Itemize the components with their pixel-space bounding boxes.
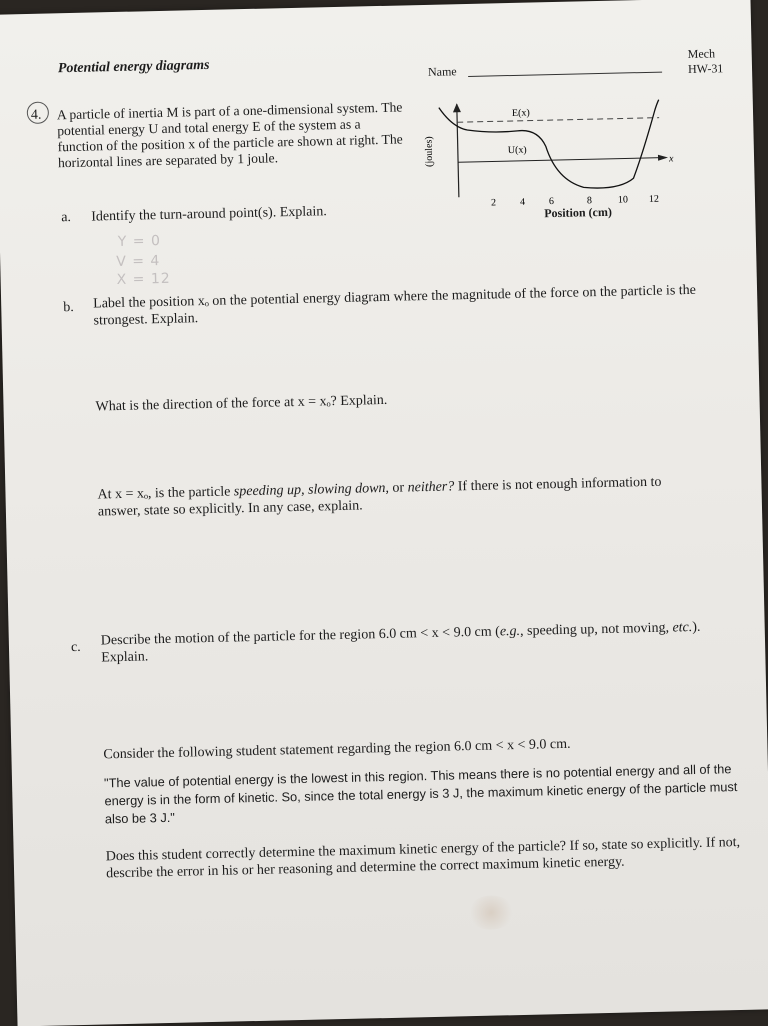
energy-diagram xyxy=(417,97,690,218)
potential-curve xyxy=(439,100,661,192)
x-tick-label: 8 xyxy=(586,195,593,207)
part-b-question: Label the position xₒ on the potential energy diagram where the magnitude of the force on the particle is the strongest. Explain. xyxy=(93,282,697,329)
part-c-letter: c. xyxy=(70,639,81,656)
y-axis-label: (joules) xyxy=(423,136,436,167)
speed-q-em: speeding up, slowing down, xyxy=(233,480,390,500)
handwritten-note: X = 12 xyxy=(116,270,171,289)
problem-intro: A particle of inertia M is part of a one-dimensional system. The potential energy U and total energy E of the system as a function of the position x of the particle are shown at right. The horizontal lines are separated by 1 joule. xyxy=(56,99,403,171)
student-quote: "The value of potential energy is the lowest in this region. This means there is no potential energy and all of the energy is in the form of kinetic. So, since the total energy is 3 J, the maximum kinetic energy of the particle must also be 3 J." xyxy=(103,761,738,827)
potential-label: U(x) xyxy=(507,144,527,157)
speed-change-question xyxy=(97,473,688,520)
part-c-em: e.g. xyxy=(499,623,521,640)
x-axis-arrow xyxy=(658,154,668,160)
speed-q-em2: neither? xyxy=(407,479,455,496)
part-c-em2: etc. xyxy=(672,620,693,636)
course-name: Mech xyxy=(687,46,716,61)
part-c-post: ). Explain. xyxy=(101,619,701,666)
x-tick-label: 12 xyxy=(648,193,660,205)
x-tick-label: 2 xyxy=(490,197,497,209)
x-axis-label: x xyxy=(668,153,674,165)
speed-q-pre: At x = xₒ, is the particle xyxy=(97,484,235,503)
part-c-pre: Describe the motion of the particle for the region 6.0 cm < x < 9.0 cm ( xyxy=(100,624,501,649)
part-c-question xyxy=(101,618,722,666)
part-a-letter: a. xyxy=(61,210,72,226)
part-c-mid: , speeding up, not moving, xyxy=(519,620,673,639)
paper-stain xyxy=(467,895,516,930)
force-direction-question: What is the direction of the force at x = xₒ? Explain. xyxy=(95,392,388,415)
y-axis xyxy=(457,104,459,197)
homework-number: HW-31 xyxy=(687,61,724,76)
speed-q-post: If there is not enough information to answer, state so explicitly. In any case, explain. xyxy=(97,474,662,520)
x-axis xyxy=(458,158,666,163)
name-label: Name xyxy=(427,64,457,79)
speed-q-or: or xyxy=(388,480,408,496)
name-line xyxy=(468,72,662,77)
handwritten-note: V = 4 xyxy=(116,253,161,271)
part-a-question: Identify the turn-around point(s). Explain. xyxy=(91,204,327,225)
worksheet-title: Potential energy diagrams xyxy=(57,57,210,77)
consider-statement: Consider the following student statement regarding the region 6.0 cm < x < 9.0 cm. xyxy=(103,736,571,763)
energy-diagram-svg xyxy=(417,97,689,213)
energy-line xyxy=(457,118,659,123)
course-block xyxy=(688,46,724,77)
part-b-letter: b. xyxy=(63,299,74,316)
problem-number: 4. xyxy=(30,107,42,123)
x-tick-label: 10 xyxy=(617,194,629,206)
x-tick-label: 6 xyxy=(548,196,555,208)
energy-label: E(x) xyxy=(511,107,530,119)
max-kinetic-question: Does this student correctly determine the maximum kinetic energy of the particle? If so, state so explicitly. If not, describe the error in his or her reasoning and determine the correct maximum kinetic energy. xyxy=(105,835,741,882)
handwritten-note: Y = 0 xyxy=(117,232,162,250)
position-axis-title: Position (cm) xyxy=(544,204,613,221)
y-axis-arrow xyxy=(453,103,461,112)
x-tick-label: 4 xyxy=(519,196,526,208)
